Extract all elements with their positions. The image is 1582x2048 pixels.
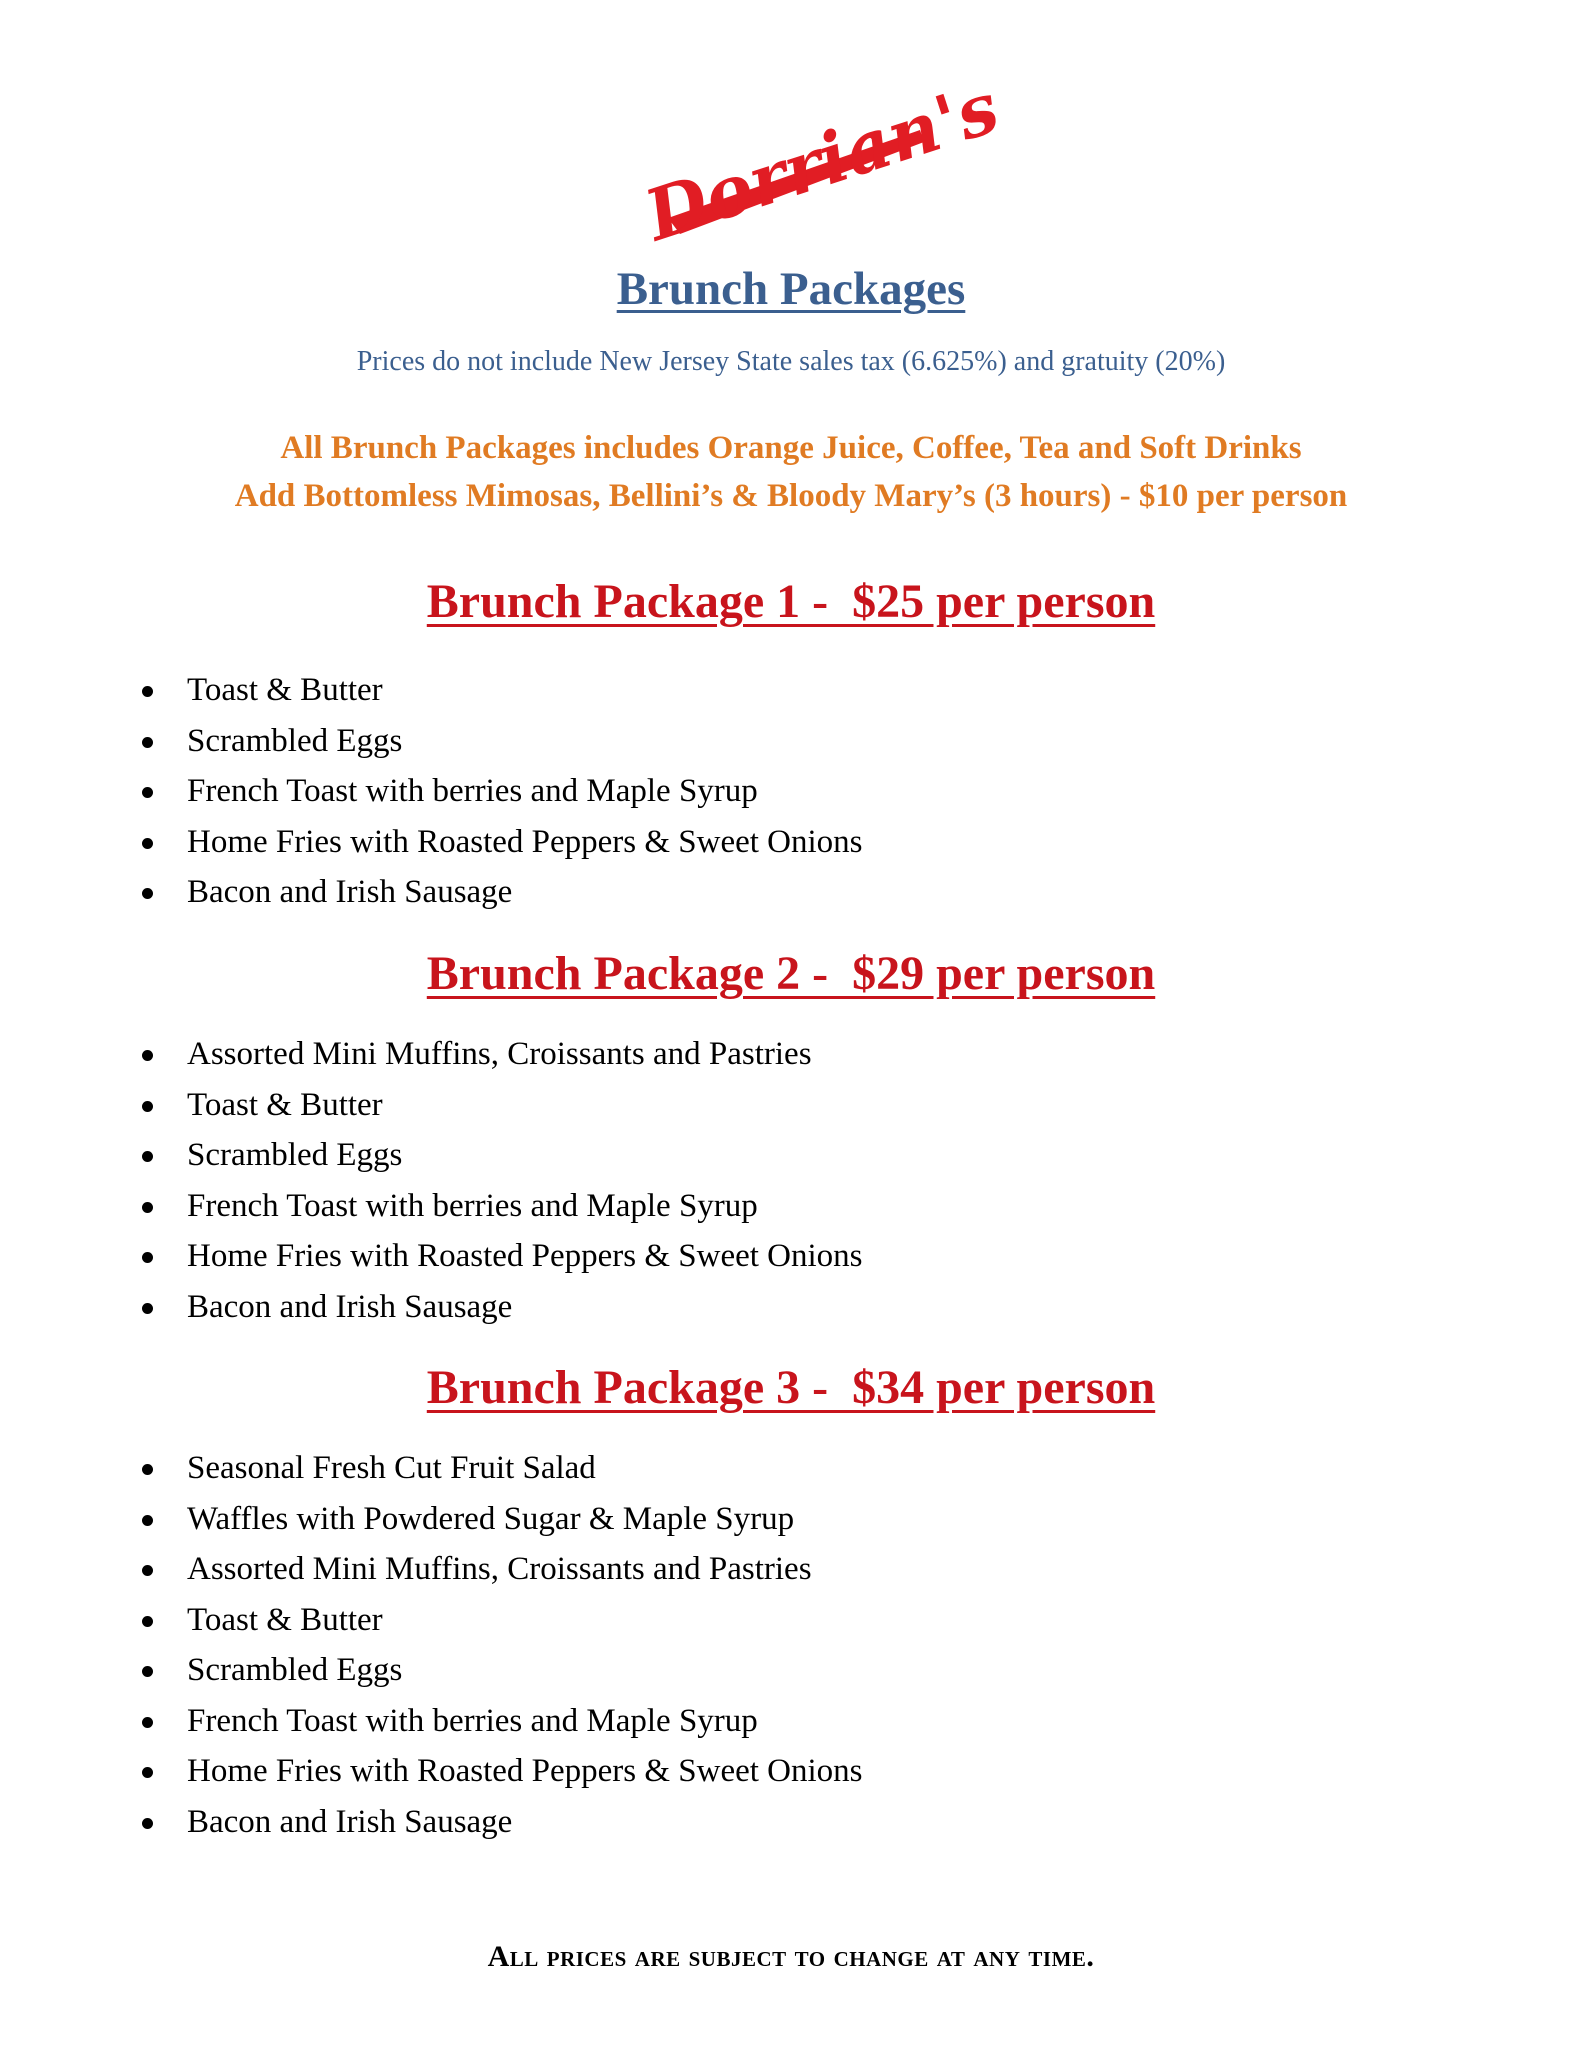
list-item: French Toast with berries and Maple Syrup [140, 1181, 863, 1232]
list-item: Home Fries with Roasted Peppers & Sweet Onions [140, 1231, 863, 1282]
list-item: French Toast with berries and Maple Syrup [140, 766, 863, 817]
includes-note: All Brunch Packages includes Orange Juice, Coffee, Tea and Soft Drinks [280, 430, 1302, 466]
package-3-heading: Brunch Package 3 - $34 per person [426, 1361, 1156, 1414]
list-item: French Toast with berries and Maple Syrup [140, 1696, 863, 1747]
list-item: Scrambled Eggs [140, 1645, 863, 1696]
page-title: Brunch Packages [616, 263, 966, 315]
list-item: Toast & Butter [140, 1080, 863, 1131]
package-1-heading: Brunch Package 1 - $25 per person [426, 575, 1156, 628]
list-item: Toast & Butter [140, 665, 863, 716]
list-item: Bacon and Irish Sausage [140, 1282, 863, 1333]
package-3-items [140, 1443, 863, 1847]
dorrians-logo-svg [620, 65, 1009, 258]
package-2-items [140, 1029, 863, 1332]
list-item: Assorted Mini Muffins, Croissants and Pastries [140, 1029, 863, 1080]
list-item: Home Fries with Roasted Peppers & Sweet Onions [140, 817, 863, 868]
price-disclaimer: All prices are subject to change at any time. [487, 1940, 1095, 1973]
package-2-heading: Brunch Package 2 - $29 per person [426, 947, 1156, 1000]
list-item: Bacon and Irish Sausage [140, 867, 863, 918]
list-item: Seasonal Fresh Cut Fruit Salad [140, 1443, 863, 1494]
package-1-items [140, 665, 863, 918]
list-item: Waffles with Powdered Sugar & Maple Syrup [140, 1494, 863, 1545]
list-item: Assorted Mini Muffins, Croissants and Pastries [140, 1544, 863, 1595]
logo-text: Dorrian's [635, 65, 1009, 258]
add-on-note: Add Bottomless Mimosas, Bellini’s & Bloody Mary’s (3 hours) - $10 per person [234, 478, 1348, 514]
dorrians-logo [620, 65, 1009, 258]
list-item: Scrambled Eggs [140, 1130, 863, 1181]
list-item: Scrambled Eggs [140, 716, 863, 767]
list-item: Toast & Butter [140, 1595, 863, 1646]
tax-note: Prices do not include New Jersey State sales tax (6.625%) and gratuity (20%) [356, 346, 1226, 377]
list-item: Home Fries with Roasted Peppers & Sweet Onions [140, 1746, 863, 1797]
list-item: Bacon and Irish Sausage [140, 1797, 863, 1848]
